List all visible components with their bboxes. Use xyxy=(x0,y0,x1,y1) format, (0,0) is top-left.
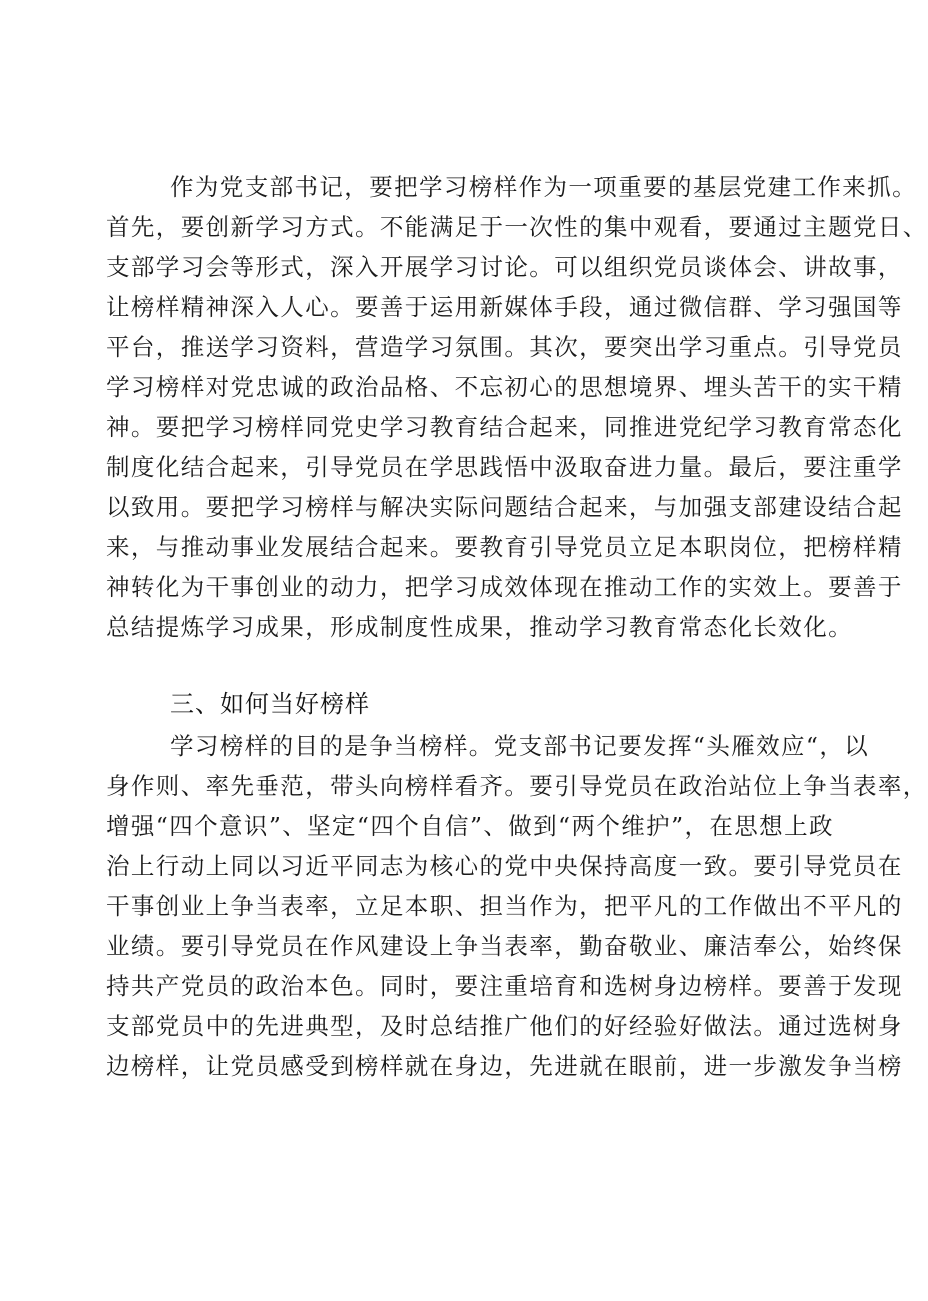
paragraph-line: 让榜样精神深入人心。要善于运用新媒体手段，通过微信群、学习强国等 xyxy=(106,293,903,321)
paragraph-line: 持共产党员的政治本色。同时，要注重培育和选树身边榜样。要善于发现 xyxy=(106,972,903,1000)
paragraph-line: 干事创业上争当表率，立足本职、担当作为，把平凡的工作做出不平凡的 xyxy=(106,892,903,920)
paragraph-line: 神转化为干事创业的动力，把学习成效体现在推动工作的实效上。要善于 xyxy=(106,573,903,601)
paragraph-line: 支部学习会等形式，深入开展学习讨论。可以组织党员谈体会、讲故事， xyxy=(106,253,903,281)
paragraph-line: 制度化结合起来，引导党员在学思践悟中汲取奋进力量。最后，要注重学 xyxy=(106,453,903,481)
paragraph-line: 支部党员中的先进典型，及时总结推广他们的好经验好做法。通过选树身 xyxy=(106,1012,903,1040)
paragraph-line: 来，与推动事业发展结合起来。要教育引导党员立足本职岗位，把榜样精 xyxy=(106,533,903,561)
paragraph-line: 学习榜样的目的是争当榜样。党支部书记要发挥“头雁效应“，以 xyxy=(170,732,870,760)
paragraph-line: 作为党支部书记，要把学习榜样作为一项重要的基层党建工作来抓。 xyxy=(170,173,917,201)
paragraph-1 xyxy=(106,167,928,647)
paragraph-line: 身作则、率先垂范，带头向榜样看齐。要引导党员在政治站位上争当表率， xyxy=(106,772,928,800)
paragraph-line: 神。要把学习榜样同党史学习教育结合起来，同推进党纪学习教育常态化 xyxy=(106,413,903,441)
paragraph-line: 增强“四个意识”、坚定“四个自信”、做到“两个维护”，在思想上政 xyxy=(106,812,834,840)
paragraph-line: 治上行动上同以习近平同志为核心的党中央保持高度一致。要引导党员在 xyxy=(106,852,903,880)
paragraph-line: 以致用。要把学习榜样与解决实际问题结合起来，与加强支部建设结合起 xyxy=(106,493,903,521)
paragraph-line: 总结提炼学习成果，形成制度性成果，推动学习教育常态化长效化。 xyxy=(106,613,853,641)
paragraph-line: 首先，要创新学习方式。不能满足于一次性的集中观看，要通过主题党日、 xyxy=(106,213,928,241)
paragraph-line: 业绩。要引导党员在作风建设上争当表率，勤奋敬业、廉洁奉公，始终保 xyxy=(106,932,903,960)
paragraph-2 xyxy=(106,726,928,1086)
paragraph-line: 平台，推送学习资料，营造学习氛围。其次，要突出学习重点。引导党员 xyxy=(106,333,903,361)
section-heading: 三、如何当好榜样 xyxy=(170,690,370,718)
paragraph-line: 学习榜样对党忠诚的政治品格、不忘初心的思想境界、埋头苦干的实干精 xyxy=(106,373,903,401)
paragraph-line: 边榜样，让党员感受到榜样就在身边，先进就在眼前，进一步激发争当榜 xyxy=(106,1052,903,1080)
